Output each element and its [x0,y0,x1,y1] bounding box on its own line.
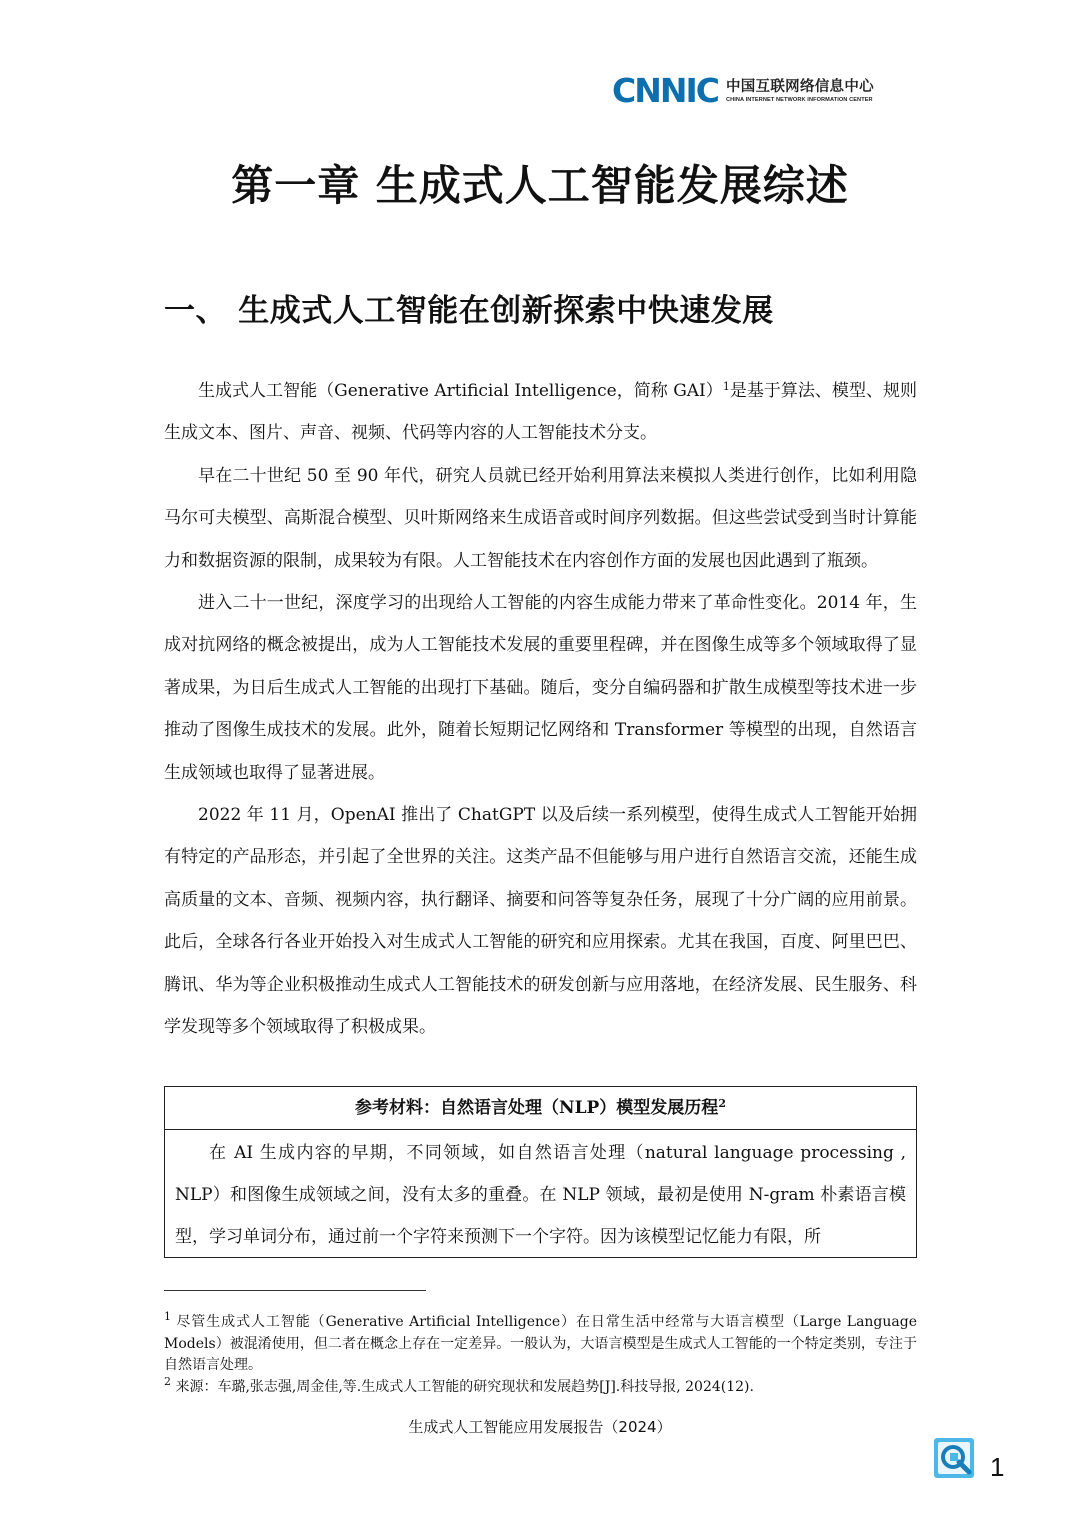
logo-text-block [726,79,874,103]
cnnic-logo [612,71,874,110]
page-number: 1 [990,1452,1005,1482]
footnote-ref-1[interactable]: 1 [722,380,730,393]
logo-wordmark: CNNIC [612,71,718,110]
paragraph-1 [164,370,917,455]
footnote-divider [164,1290,426,1291]
reference-box [164,1086,917,1258]
chapter-title: 第一章 生成式人工智能发展综述 [231,161,849,210]
footnote-1-text: 尽管生成式人工智能（Generative Artificial Intelligence）在日常生活中经常与大语言模型（Large Language Models）被混淆使用，但二者在概念上存在一定差异。一般认为，大语言模型是生成式人工智能的一个特定类别，专注于自然语言处理。 [164,1314,917,1373]
reference-box-title [165,1087,916,1130]
paragraph-3: 进入二十一世纪，深度学习的出现给人工智能的内容生成能力带来了革命性变化。2014 年，生成对抗网络的概念被提出，成为人工智能技术发展的重要里程碑，并在图像生成等多个领域取得了显著成果，为日后生成式人工智能的出现打下基础。随后，变分自编码器和扩散生成模型等技术进一步推动了图像生成技术的发展。此外，随着长短期记忆网络和 Transformer 等模型的出现，自然语言生成领域也取得了显著进展。 [164,593,917,783]
footnote-1-number: 1 [164,1310,171,1323]
footnotes [164,1312,917,1398]
footnote-ref-2[interactable]: 2 [718,1097,726,1110]
footnote-2 [164,1374,917,1399]
footnote-2-number: 2 [164,1374,171,1388]
section-title: 一、 生成式人工智能在创新探索中快速发展 [164,293,774,329]
footnote-1 [164,1312,917,1377]
body-text [164,370,917,1049]
footnote-2-text: 来源：车璐,张志强,周金佳,等.生成式人工智能的研究现状和发展趋势[J].科技导报, 2024(12). [171,1378,754,1395]
org-name-en: CHINA INTERNET NETWORK INFORMATION CENTER [725,96,873,103]
report-logo-icon [932,1436,976,1480]
paragraph-1-start: 生成式人工智能（Generative Artificial Intelligence，简称 GAI） [198,381,723,401]
reference-title-text: 参考材料：自然语言处理（NLP）模型发展历程 [355,1098,719,1118]
footer-report-title: 生成式人工智能应用发展报告（2024） [408,1418,672,1436]
paragraph-1-rest: 是基于算法、模型、规则生成文本、图片、声音、视频、代码等内容的人工智能技术分支。 [164,381,918,444]
org-name-cn: 中国互联网络信息中心 [725,77,874,95]
paragraph-2: 早在二十世纪 50 至 90 年代，研究人员就已经开始利用算法来模拟人类进行创作，比如利用隐马尔可夫模型、高斯混合模型、贝叶斯网络来生成语音或时间序列数据。但这些尝试受到当时计算能力和数据资源的限制，成果较为有限。人工智能技术在内容创作方面的发展也因此遇到了瓶颈。 [164,465,917,571]
reference-box-text: 在 AI 生成内容的早期，不同领域，如自然语言处理（natural language processing , NLP）和图像生成领域之间，没有太多的重叠。在 NLP 领域，最初是使用 N-gram 朴素语言模型，学习单词分布，通过前一个字符来预测下一个字符。因为该模型记忆能力有限，所 [175,1143,906,1247]
paragraph-4: 2022 年 11 月，OpenAI 推出了 ChatGPT 以及后续一系列模型，使得生成式人工智能开始拥有特定的产品形态，并引起了全世界的关注。这类产品不但能够与用户进行自然语言交流，还能生成高质量的文本、音频、视频内容，执行翻译、摘要和问答等复杂任务，展现了十分广阔的应用前景。此后，全球各行各业开始投入对生成式人工智能的研究和应用探索。尤其在我国，百度、阿里巴巴、腾讯、华为等企业积极推动生成式人工智能技术的研发创新与应用落地，在经济发展、民生服务、科学发现等多个领域取得了积极成果。 [164,805,917,1038]
